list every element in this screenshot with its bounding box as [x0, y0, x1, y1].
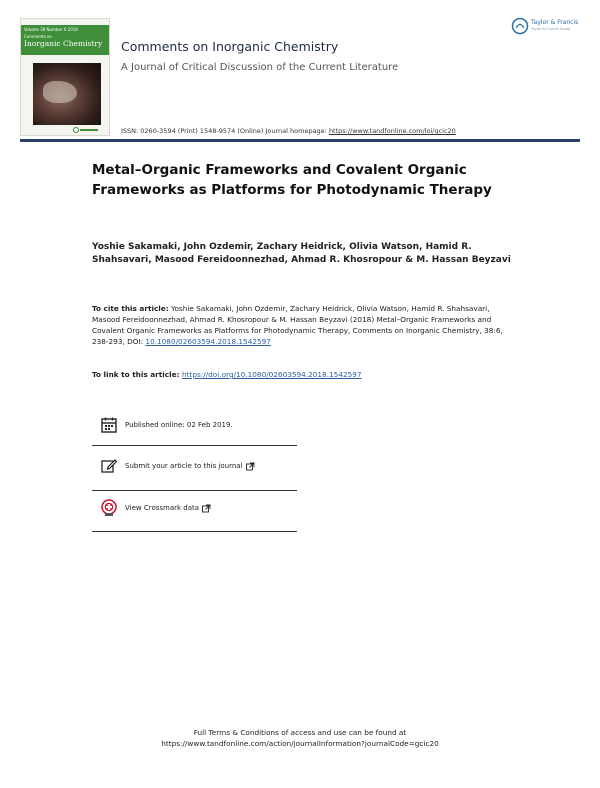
cover-small-text: Volume 38 Number 6 2018	[24, 27, 78, 32]
article-authors: Yoshie Sakamaki, John Ozdemir, Zachary Heidrick, Olivia Watson, Hamid R. Shahsavari, Masood Fereidoonnezhad, Ahmad R. Khosropour & M. Hassan Beyzavi	[92, 242, 511, 265]
issn-text: ISSN: 0260-3594 (Print) 1548-9574 (Online) Journal homepage:	[121, 127, 329, 135]
article-doi-link[interactable]: https://doi.org/10.1080/02603594.2018.1542597	[182, 370, 362, 379]
journal-title[interactable]: Comments on Inorganic Chemistry	[121, 39, 339, 54]
citation-text: Yoshie Sakamaki, John Ozdemir, Zachary Heidrick, Olivia Watson, Hamid R. Shahsavari, Masood Fereidoonnezhad, Ahmad R. Khosropour & M. Hassan Beyzavi (2018) Metal–Organic Frameworks and Covalent Organic Frameworks as Platforms for Photodynamic Therapy, Comments on Inorganic Chemistry, 38:6, 238-293, DOI:	[92, 304, 503, 346]
journal-cover-image	[20, 18, 110, 136]
cover-journal-prefix: Comments on	[24, 34, 52, 39]
cover-publisher-logo	[73, 127, 99, 133]
external-link-icon	[202, 504, 211, 513]
cover-title-band	[21, 25, 109, 55]
crossmark-icon	[100, 499, 118, 517]
link-label: To link to this article:	[92, 370, 183, 379]
divider	[92, 445, 297, 446]
article-link-line	[92, 370, 362, 379]
journal-homepage-link[interactable]: https://www.tandfonline.com/loi/gcic20	[328, 127, 456, 135]
citation-label: To cite this article:	[92, 304, 169, 313]
publisher-logo[interactable]	[511, 16, 587, 36]
footer-terms-link[interactable]: https://www.tandfonline.com/action/journalInformation?journalCode=gcic20	[161, 739, 439, 748]
submit-article-row[interactable]	[100, 457, 255, 475]
cover-photo	[33, 63, 101, 125]
crossmark-link[interactable]: View Crossmark data	[125, 504, 200, 512]
article-title: Metal–Organic Frameworks and Covalent Organic Frameworks as Platforms for Photodynamic Therapy	[92, 162, 492, 198]
journal-subtitle: A Journal of Critical Discussion of the Current Literature	[121, 62, 399, 73]
divider	[92, 490, 297, 491]
publisher-logo-name: Taylor & Francis	[531, 19, 579, 26]
citation-doi-link[interactable]: 10.1080/02603594.2018.1542597	[145, 337, 271, 346]
cover-journal-name: Inorganic Chemistry	[24, 39, 103, 48]
edit-icon	[100, 457, 118, 475]
external-link-icon	[246, 462, 255, 471]
published-row	[100, 416, 233, 434]
publisher-logo-icon	[511, 17, 529, 35]
submit-article-link[interactable]: Submit your article to this journal	[125, 462, 243, 470]
divider	[92, 531, 297, 532]
published-date-text: Published online: 02 Feb 2019.	[125, 421, 233, 429]
publisher-logo-tag: Taylor & Francis Group	[531, 27, 571, 31]
header-divider	[20, 139, 580, 142]
calendar-icon	[100, 416, 118, 434]
issn-line	[121, 127, 456, 135]
crossmark-row[interactable]	[100, 499, 211, 517]
citation-block	[92, 303, 512, 347]
footer	[0, 727, 600, 749]
footer-terms-text: Full Terms & Conditions of access and use can be found at	[193, 728, 407, 737]
